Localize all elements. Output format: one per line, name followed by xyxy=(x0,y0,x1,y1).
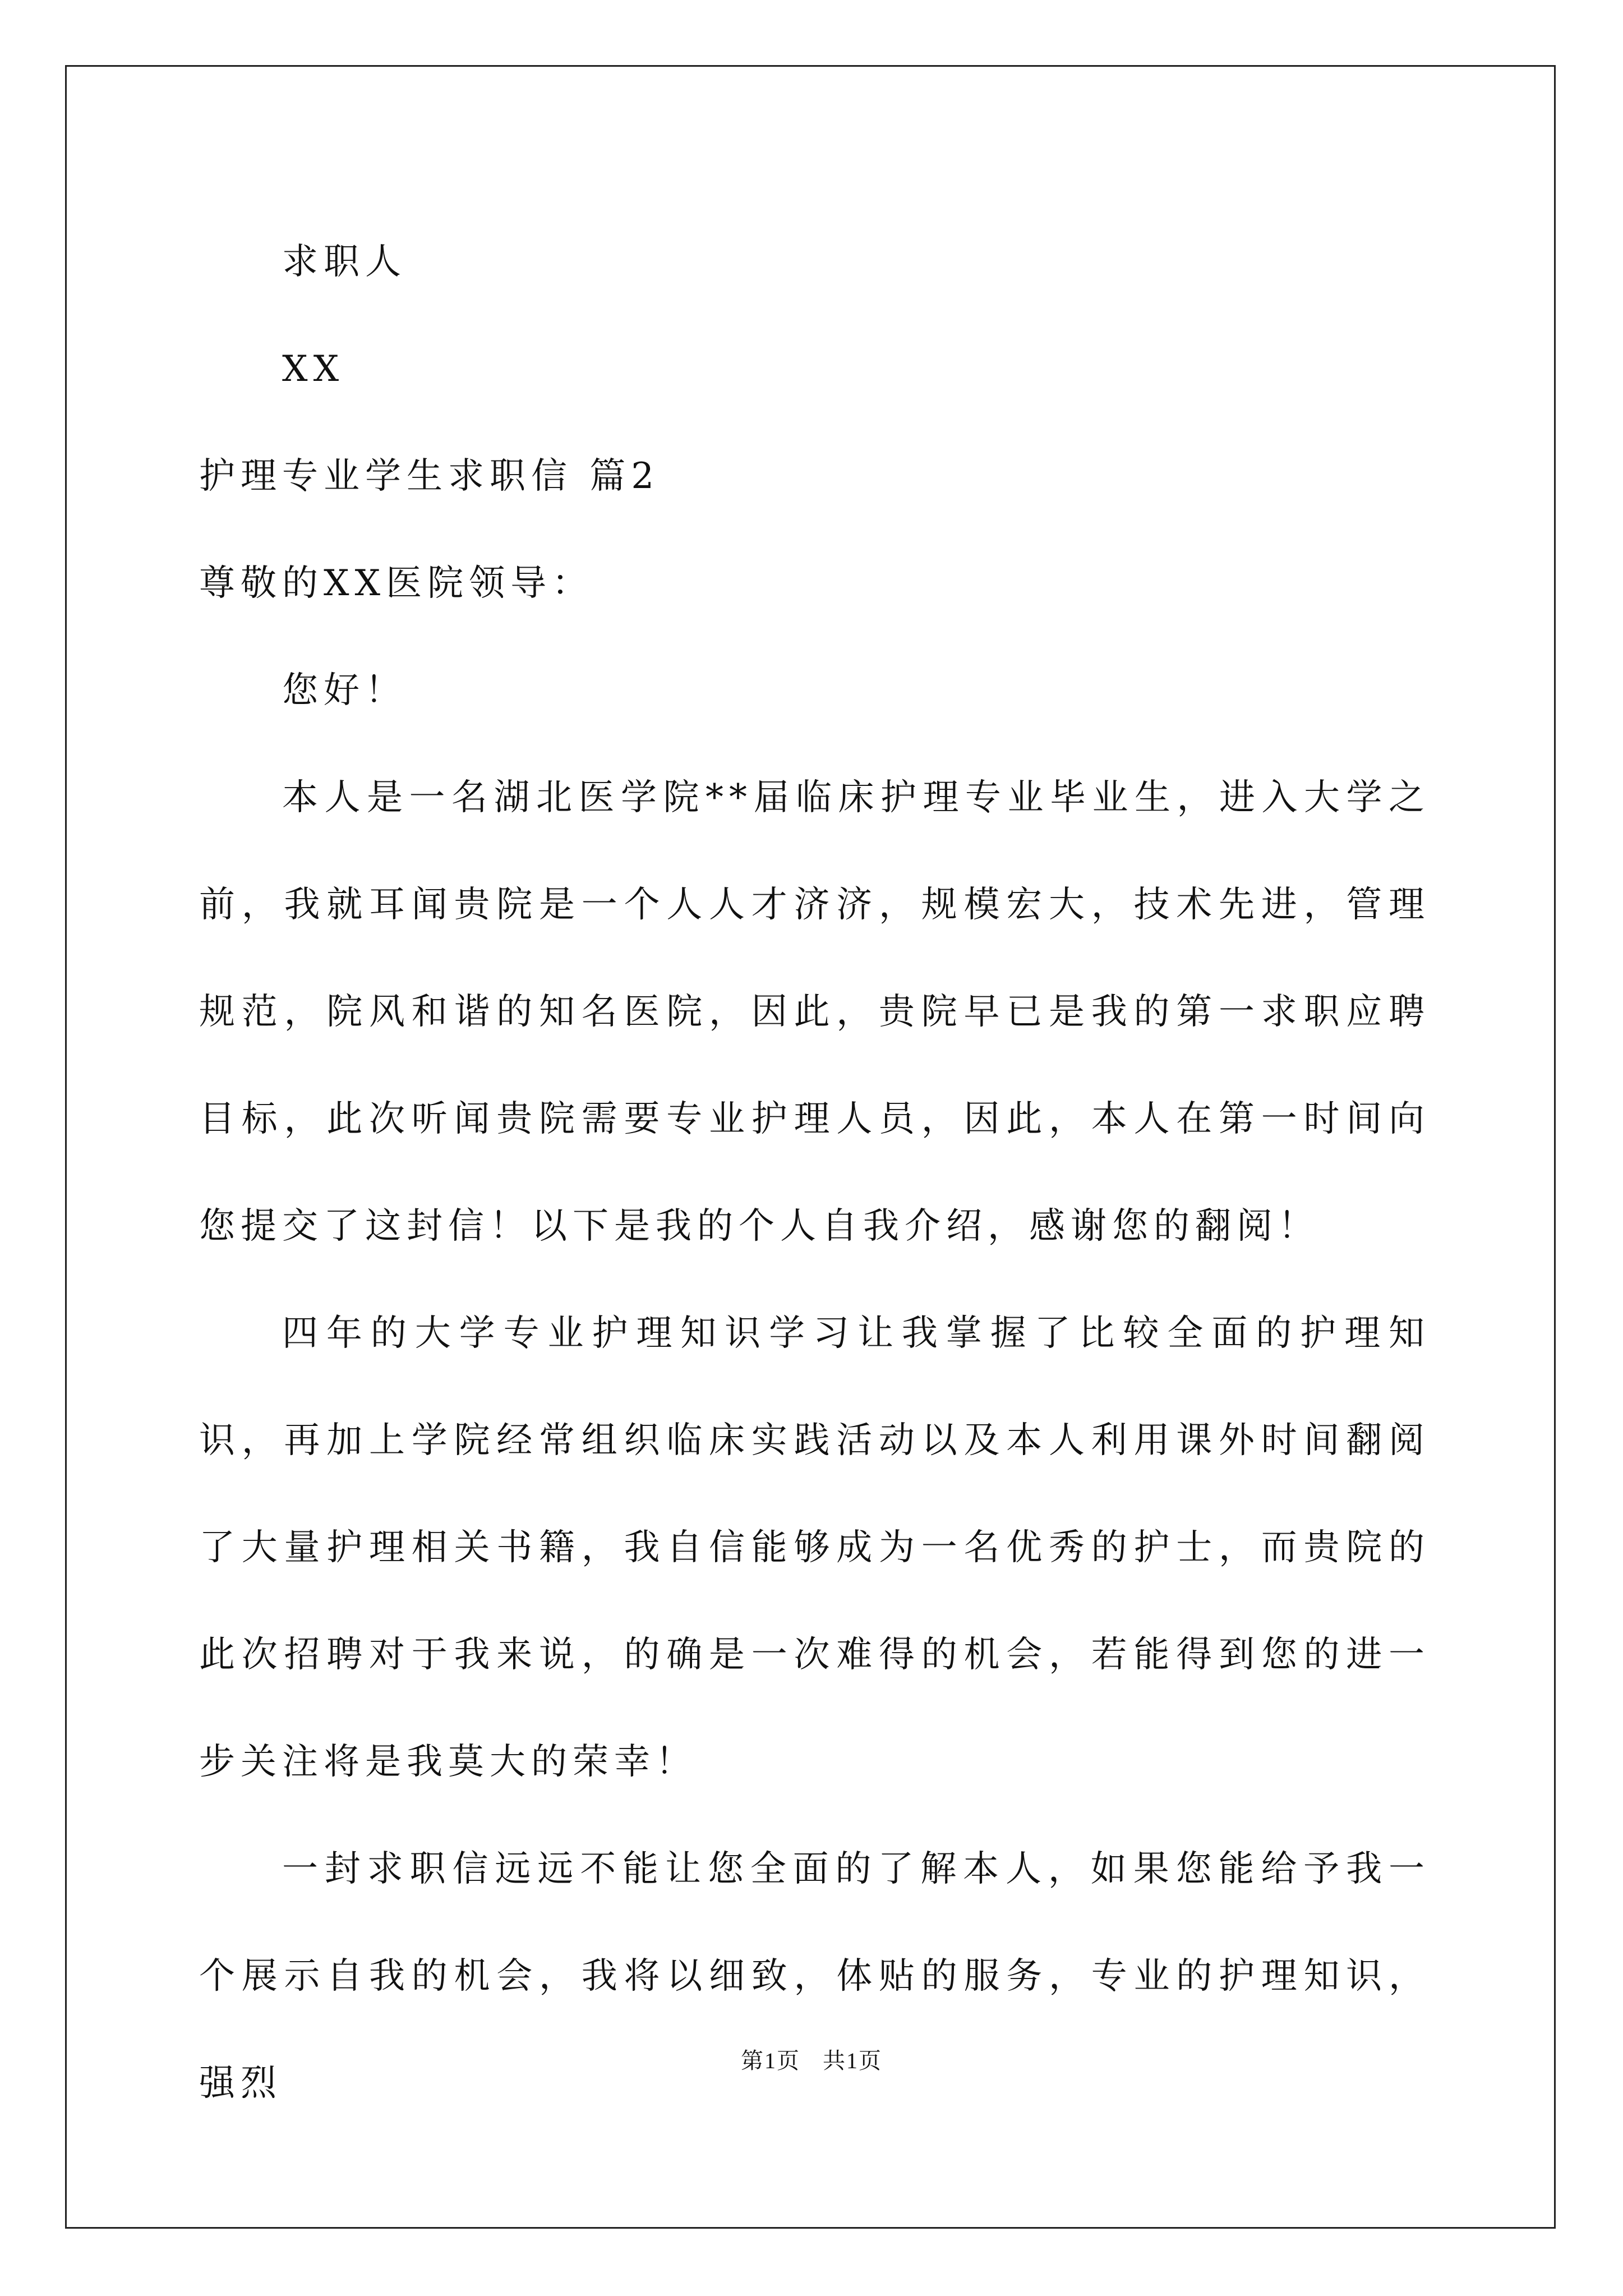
page-number-current: 第1页 xyxy=(741,2048,800,2073)
paragraph-qualifications: 四年的大学专业护理知识学习让我掌握了比较全面的护理知识，再加上学院经常组织临床实践活动以及本人利用课外时间翻阅了大量护理相关书籍，我自信能够成为一名优秀的护士，而贵院的此次招聘对于我来说，的确是一次难得的机会，若能得到您的进一步关注将是我莫大的荣幸！ xyxy=(199,1313,1430,1783)
greeting: 您好！ xyxy=(282,670,407,711)
salutation: 尊敬的XX医院领导： xyxy=(199,563,594,604)
page-number-total: 共1页 xyxy=(823,2048,882,2073)
paragraph-request: 一封求职信远远不能让您全面的了解本人，如果您能给予我一个展示自我的机会，我将以细致，体贴的服务，专业的护理知识，强烈 xyxy=(199,1848,1430,2104)
signature-name: XX xyxy=(282,348,345,390)
document-body xyxy=(199,209,1433,2137)
page-footer xyxy=(0,2043,1623,2075)
signature-label: 求职人 xyxy=(282,241,407,283)
section-title: 护理专业学生求职信 篇2 xyxy=(199,455,660,497)
paragraph-intro: 本人是一名湖北医学院**届临床护理专业毕业生，进入大学之前，我就耳闻贵院是一个人人才济济，规模宏大，技术先进，管理规范，院风和谐的知名医院，因此，贵院早已是我的第一求职应聘目标，此次听闻贵院需要专业护理人员，因此，本人在第一时间向您提交了这封信！以下是我的个人自我介绍，感谢您的翻阅！ xyxy=(199,777,1430,1247)
